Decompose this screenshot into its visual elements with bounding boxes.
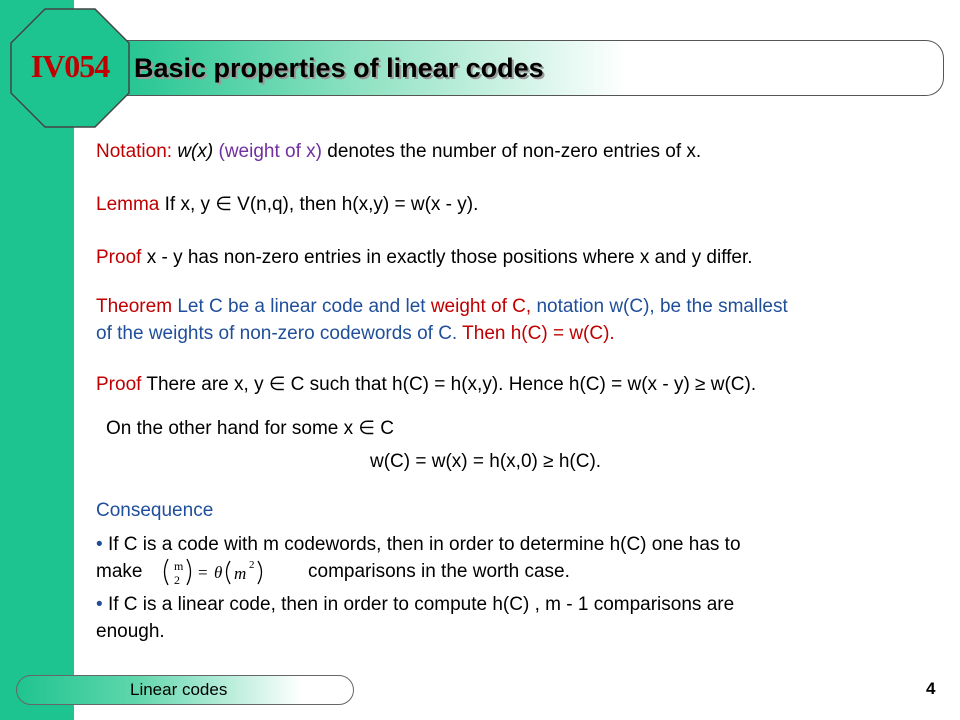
- notation-wx: w(x): [177, 141, 214, 162]
- proof2-line: [96, 373, 756, 397]
- theorem-text-2: notation w(C), be the smallest: [536, 296, 788, 317]
- consequence-item-1-make: make: [96, 561, 143, 582]
- lemma-label: Lemma: [96, 194, 160, 215]
- theorem-label: Theorem: [96, 296, 173, 317]
- consequence-item-1-text: If C is a code with m codewords, then in order to determine h(C) one has to: [107, 534, 741, 555]
- consequence-item-1: [96, 533, 741, 557]
- formula-exp: 2: [249, 559, 255, 571]
- notation-text: denotes the number of non-zero entries of x.: [327, 141, 702, 162]
- theorem-text-3: of the weights of non-zero codewords of C.: [96, 323, 458, 344]
- proof1-label: Proof: [96, 247, 142, 268]
- theorem-text-1: Let C be a linear code and let: [177, 296, 426, 317]
- proof2-line-2: On the other hand for some x ∈ C: [106, 418, 394, 439]
- consequence-label: Consequence: [96, 500, 214, 521]
- binomial-formula: [160, 556, 296, 588]
- formula-eq: =: [198, 563, 208, 582]
- bullet-icon: •: [96, 594, 103, 615]
- proof2-text: There are x, y ∈ C such that h(C) = h(x,y). Hence h(C) = w(x - y) ≥ w(C).: [146, 374, 757, 395]
- theorem-weight-term: weight of C,: [430, 296, 532, 317]
- notation-note: (weight of x): [218, 141, 322, 162]
- formula-m: m: [234, 564, 247, 583]
- bullet-icon: •: [96, 534, 103, 555]
- course-code: IV054: [30, 48, 110, 84]
- paren-right-icon-2: [258, 561, 262, 584]
- consequence-item-2-line-2: enough.: [96, 621, 165, 642]
- paren-left-icon: [165, 559, 169, 585]
- proof2-line-3: w(C) = w(x) = h(x,0) ≥ h(C).: [370, 451, 602, 472]
- footer-subject: Linear codes: [130, 680, 228, 699]
- notation-line: [96, 140, 701, 164]
- binom-bottom: 2: [174, 573, 180, 587]
- slide-title: Basic properties of linear codes: [134, 53, 544, 83]
- consequence-item-2-text: If C is a linear code, then in order to compute h(C) , m - 1 comparisons are: [107, 594, 735, 615]
- page-number: 4: [926, 679, 936, 698]
- proof1-line: [96, 246, 753, 270]
- theorem-line-1: [96, 295, 788, 319]
- lemma-line: [96, 193, 478, 217]
- binom-top: m: [174, 559, 184, 573]
- paren-left-icon-2: [227, 561, 231, 584]
- proof2-label: Proof: [96, 374, 142, 395]
- lemma-text: If x, y ∈ V(n,q), then h(x,y) = w(x - y).: [164, 194, 479, 215]
- paren-right-icon: [187, 559, 191, 585]
- theorem-line-2: [96, 322, 615, 346]
- consequence-item-1-rest: comparisons in the worth case.: [308, 561, 570, 582]
- formula-theta: θ: [214, 563, 223, 582]
- proof1-text: x - y has non-zero entries in exactly those positions where x and y differ.: [146, 247, 753, 268]
- consequence-item-2: [96, 593, 734, 617]
- notation-label: Notation:: [96, 141, 173, 162]
- theorem-conclusion: Then h(C) = w(C).: [462, 323, 615, 344]
